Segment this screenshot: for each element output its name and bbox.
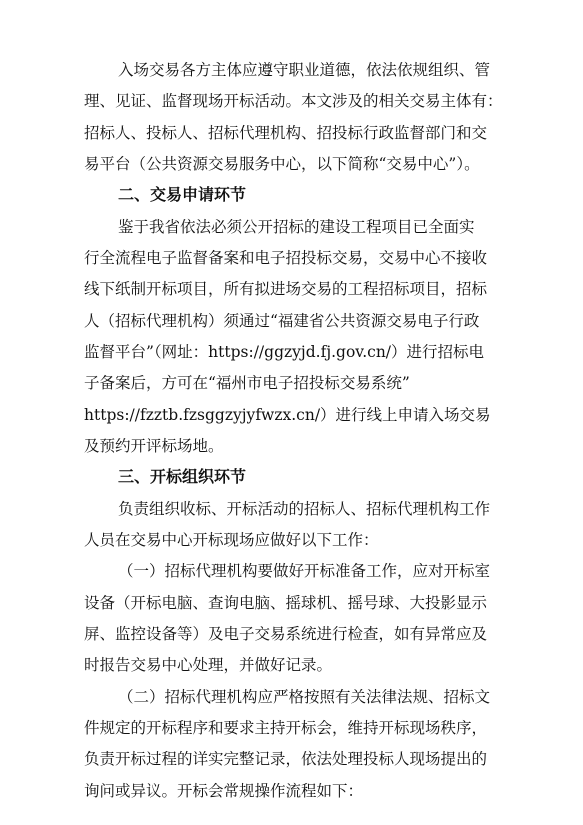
paragraph-line: 人（招标代理机构）须通过“福建省公共资源交易电子行政 xyxy=(84,312,480,330)
paragraph-line: 监督平台”（网址：https://ggzyjd.fj.gov.cn/）进行招标电 xyxy=(84,343,485,361)
paragraph-line: 询问或异议。开标会常规操作流程如下： xyxy=(84,782,364,800)
paragraph-line: 屏、监控设备等）及电子交易系统进行检查，如有异常应及 xyxy=(84,625,488,643)
paragraph-line: （二）招标代理机构应严格按照有关法律法规、招标文 xyxy=(118,688,491,706)
paragraph-line: 负责开标过程的详实完整记录，依法处理投标人现场提出的 xyxy=(84,750,488,768)
paragraph-line: 线下纸制开标项目，所有拟进场交易的工程招标项目，招标 xyxy=(84,280,488,298)
paragraph-line: 行全流程电子监督备案和电子招投标交易，交易中心不接收 xyxy=(84,249,488,267)
paragraph-line: 招标人、投标人、招标代理机构、招投标行政监督部门和交 xyxy=(84,124,488,142)
paragraph-line: 易平台（公共资源交易服务中心，以下简称“交易中心”）。 xyxy=(84,155,480,173)
paragraph-line: 鉴于我省依法必须公开招标的建设工程项目已全面实 xyxy=(118,218,475,236)
section-heading: 二、交易申请环节 xyxy=(118,185,247,204)
paragraph-line: 入场交易各方主体应遵守职业道德，依法依规组织、管 xyxy=(118,61,491,79)
section-heading: 三、开标组织环节 xyxy=(118,467,247,486)
paragraph-line: 设备（开标电脑、查询电脑、摇球机、摇号球、大投影显示 xyxy=(84,594,488,612)
paragraph-line: 理、见证、监督现场开标活动。本文涉及的相关交易主体有： xyxy=(84,92,503,110)
paragraph-line: （一）招标代理机构要做好开标准备工作，应对开标室 xyxy=(118,562,491,580)
paragraph-line: 件规定的开标程序和要求主持开标会，维持开标现场秩序， xyxy=(84,719,488,737)
paragraph-line: 时报告交易中心处理，并做好记录。 xyxy=(84,656,333,674)
paragraph-line: 子备案后，方可在“福州市电子招投标交易系统” xyxy=(84,374,410,392)
paragraph-line: 负责组织收标、开标活动的招标人、招标代理机构工作 xyxy=(118,500,491,518)
paragraph-line: 人员在交易中心开标现场应做好以下工作： xyxy=(84,531,379,549)
paragraph-line: 及预约开评标场地。 xyxy=(84,437,224,455)
paragraph-line: https://fzztb.fzsggzyjyfwzx.cn/）进行线上申请入场交易 xyxy=(84,406,491,424)
